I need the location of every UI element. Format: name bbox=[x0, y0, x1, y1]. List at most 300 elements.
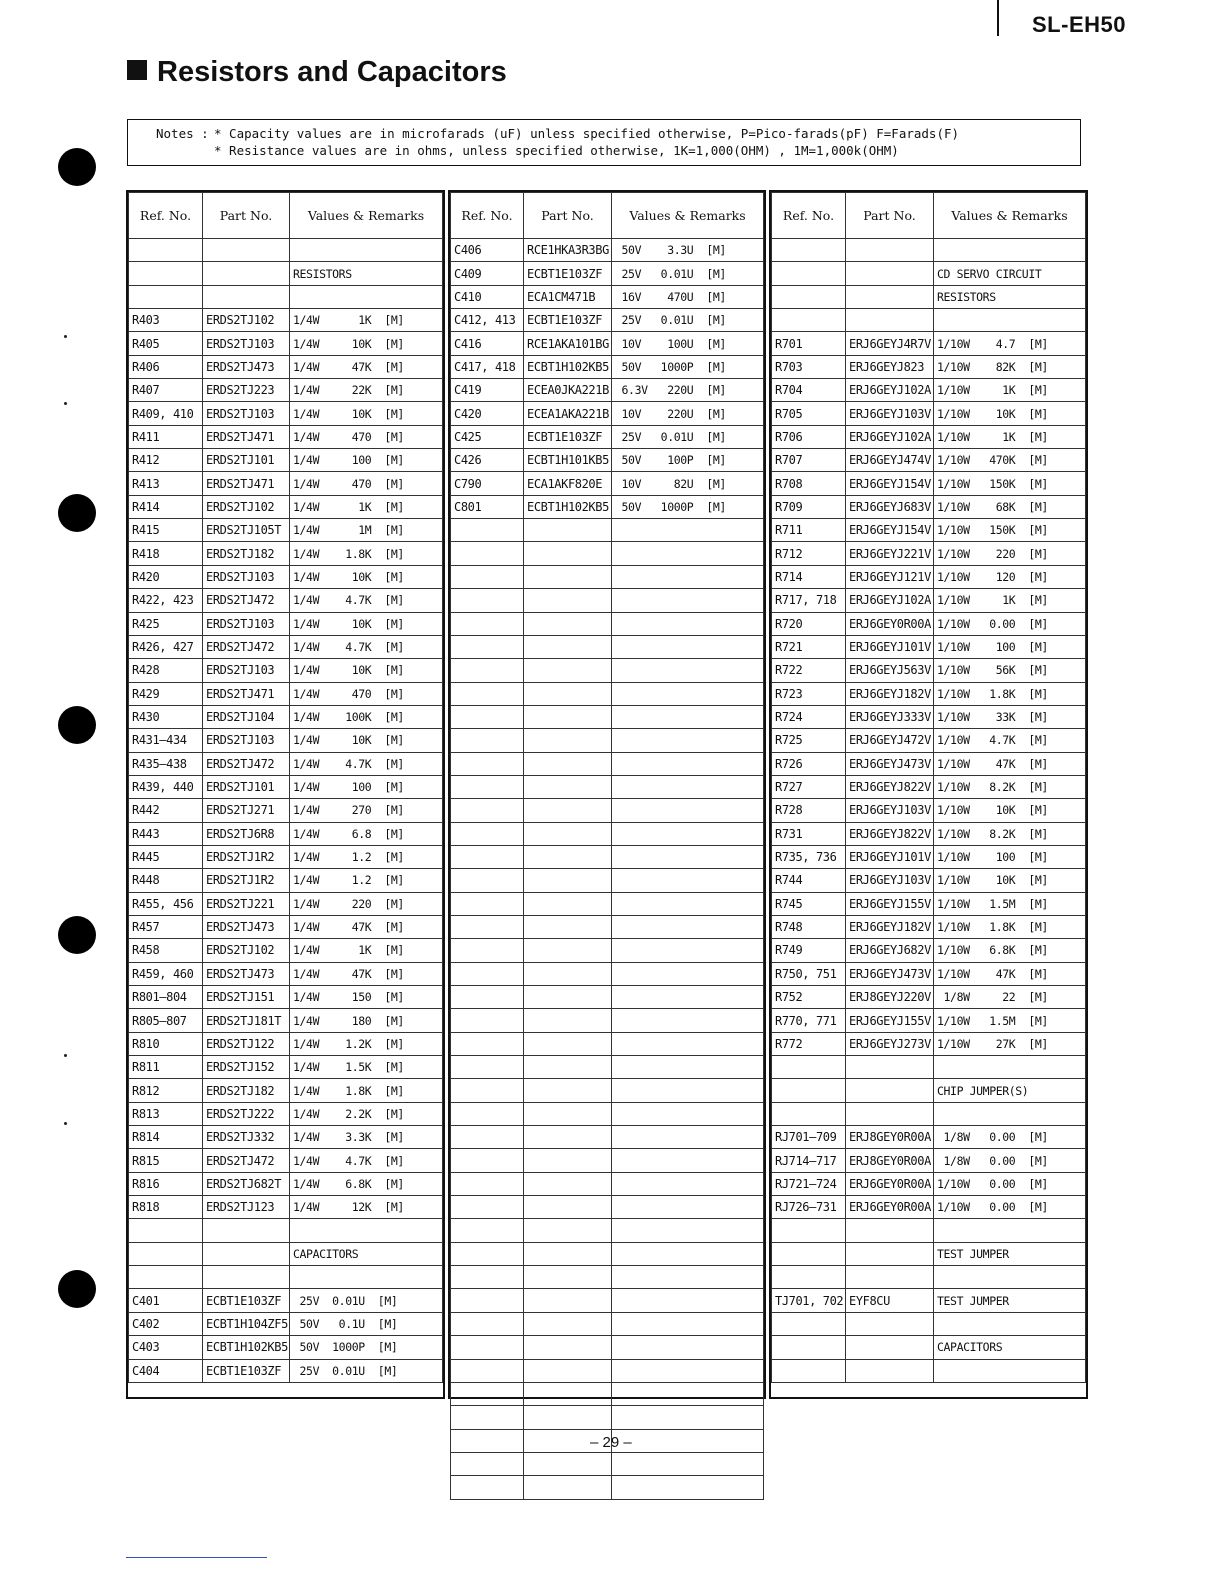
table-row bbox=[772, 962, 1086, 985]
ref-no-cell bbox=[451, 729, 524, 752]
table-row bbox=[129, 239, 443, 262]
table-row bbox=[129, 285, 443, 308]
table-row bbox=[772, 519, 1086, 542]
values-cell: 25V 0.01U [M] bbox=[290, 1289, 443, 1312]
values-cell: 1/4W 10K [M] bbox=[290, 332, 443, 355]
ref-no-cell bbox=[451, 1266, 524, 1289]
part-no-cell bbox=[524, 775, 612, 798]
table-row bbox=[772, 915, 1086, 938]
table-row bbox=[451, 1079, 764, 1102]
ref-no-cell bbox=[772, 262, 846, 285]
page-number: – 29 – bbox=[590, 1434, 632, 1451]
part-no-cell bbox=[846, 1242, 934, 1265]
part-no-cell bbox=[524, 659, 612, 682]
ref-no-cell bbox=[451, 682, 524, 705]
table-row bbox=[451, 402, 764, 425]
ref-no-cell bbox=[129, 285, 203, 308]
ref-no-cell bbox=[451, 1196, 524, 1219]
part-no-cell bbox=[524, 845, 612, 868]
part-no-cell bbox=[524, 1149, 612, 1172]
values-cell: TEST JUMPER bbox=[934, 1242, 1086, 1265]
ref-no-cell: R458 bbox=[129, 939, 203, 962]
ref-no-cell bbox=[451, 1219, 524, 1242]
footer-rule bbox=[126, 1557, 267, 1558]
part-no-cell bbox=[524, 519, 612, 542]
values-cell bbox=[612, 1149, 764, 1172]
table-row bbox=[129, 1032, 443, 1055]
table-row bbox=[451, 1359, 764, 1382]
values-cell bbox=[612, 1126, 764, 1149]
part-no-cell: ECBT1E103ZF bbox=[524, 425, 612, 448]
values-cell: 50V 100P [M] bbox=[612, 449, 764, 472]
values-cell bbox=[612, 962, 764, 985]
part-no-cell: ERJ6GEYJ221V bbox=[846, 542, 934, 565]
table-row bbox=[129, 355, 443, 378]
part-no-cell: ERJ6GEYJ101V bbox=[846, 635, 934, 658]
table-row bbox=[451, 1476, 764, 1499]
table-row bbox=[129, 1266, 443, 1289]
part-no-cell bbox=[524, 915, 612, 938]
table-row bbox=[451, 822, 764, 845]
ref-no-cell bbox=[451, 1382, 524, 1405]
notes-line-1: * Capacity values are in microfarads (uF) unless specified otherwise, P=Pico-farads(pF) F=Farads(F) bbox=[214, 126, 960, 141]
ref-no-cell: C401 bbox=[129, 1289, 203, 1312]
table-row bbox=[772, 542, 1086, 565]
table-row bbox=[451, 939, 764, 962]
binder-hole-icon bbox=[58, 706, 96, 744]
table-row bbox=[129, 1009, 443, 1032]
values-cell: 1/10W 68K [M] bbox=[934, 495, 1086, 518]
table-row bbox=[451, 1056, 764, 1079]
table-row bbox=[772, 682, 1086, 705]
table-row bbox=[772, 1126, 1086, 1149]
table-row bbox=[451, 1032, 764, 1055]
part-no-cell: ERDS2TJ473 bbox=[203, 915, 290, 938]
ref-no-cell bbox=[451, 1102, 524, 1125]
values-cell bbox=[612, 1056, 764, 1079]
table-row bbox=[772, 1196, 1086, 1219]
values-cell: 1/4W 1.2K [M] bbox=[290, 1032, 443, 1055]
part-no-cell: ERDS2TJ223 bbox=[203, 379, 290, 402]
table-row bbox=[129, 822, 443, 845]
table-row bbox=[772, 1289, 1086, 1312]
values-cell: 1/4W 10K [M] bbox=[290, 729, 443, 752]
part-no-cell: ERDS2TJ182 bbox=[203, 1079, 290, 1102]
part-no-cell: ERDS2TJ152 bbox=[203, 1056, 290, 1079]
binder-hole-icon bbox=[58, 1270, 96, 1308]
ref-no-cell bbox=[129, 1242, 203, 1265]
speck-mark bbox=[64, 402, 67, 405]
ref-no-cell bbox=[451, 822, 524, 845]
values-cell: 6.3V 220U [M] bbox=[612, 379, 764, 402]
ref-no-cell: R443 bbox=[129, 822, 203, 845]
values-cell bbox=[612, 1196, 764, 1219]
values-cell bbox=[612, 1289, 764, 1312]
part-no-cell: ERJ6GEYJ563V bbox=[846, 659, 934, 682]
values-cell: 1/4W 3.3K [M] bbox=[290, 1126, 443, 1149]
values-cell bbox=[934, 1312, 1086, 1335]
ref-no-cell: R405 bbox=[129, 332, 203, 355]
values-cell bbox=[612, 1032, 764, 1055]
part-no-cell bbox=[524, 1009, 612, 1032]
values-cell bbox=[612, 659, 764, 682]
table-row bbox=[451, 519, 764, 542]
values-cell: 1/4W 4.7K [M] bbox=[290, 1149, 443, 1172]
part-no-cell bbox=[524, 542, 612, 565]
table-row bbox=[772, 799, 1086, 822]
values-cell: 1/10W 56K [M] bbox=[934, 659, 1086, 682]
part-no-cell bbox=[846, 1102, 934, 1125]
part-no-cell bbox=[524, 1126, 612, 1149]
ref-no-cell: TJ701, 702 bbox=[772, 1289, 846, 1312]
values-cell: 1/4W 100 [M] bbox=[290, 775, 443, 798]
ref-no-cell: C402 bbox=[129, 1312, 203, 1335]
table-row bbox=[451, 962, 764, 985]
ref-no-cell bbox=[451, 565, 524, 588]
table-row bbox=[451, 729, 764, 752]
values-cell: 50V 1000P [M] bbox=[612, 355, 764, 378]
column-header-part-no: Part No. bbox=[524, 193, 612, 239]
ref-no-cell: RJ714–717 bbox=[772, 1149, 846, 1172]
ref-no-cell: R814 bbox=[129, 1126, 203, 1149]
table-row bbox=[772, 1172, 1086, 1195]
values-cell bbox=[612, 542, 764, 565]
values-cell: 25V 0.01U [M] bbox=[612, 425, 764, 448]
table-row bbox=[772, 1102, 1086, 1125]
table-row bbox=[451, 705, 764, 728]
values-cell: CAPACITORS bbox=[290, 1242, 443, 1265]
ref-no-cell bbox=[772, 1102, 846, 1125]
part-no-cell: ERJ6GEYJ103V bbox=[846, 799, 934, 822]
table-row bbox=[772, 239, 1086, 262]
table-row bbox=[451, 1452, 764, 1475]
values-cell: 50V 1000P [M] bbox=[612, 495, 764, 518]
ref-no-cell bbox=[772, 1359, 846, 1382]
ref-no-cell: R439, 440 bbox=[129, 775, 203, 798]
part-no-cell: ERJ6GEYJ102A bbox=[846, 379, 934, 402]
table-row bbox=[129, 1056, 443, 1079]
table-row bbox=[129, 1242, 443, 1265]
values-cell: 1/4W 470 [M] bbox=[290, 472, 443, 495]
table-row bbox=[772, 1149, 1086, 1172]
ref-no-cell bbox=[451, 612, 524, 635]
part-no-cell bbox=[524, 1382, 612, 1405]
table-row bbox=[772, 1336, 1086, 1359]
part-no-cell: ERJ6GEYJ474V bbox=[846, 449, 934, 472]
part-no-cell: ERJ6GEY0R00A bbox=[846, 1196, 934, 1219]
part-no-cell: ECA1AKF820E bbox=[524, 472, 612, 495]
part-no-cell bbox=[846, 1056, 934, 1079]
table-row bbox=[451, 1312, 764, 1335]
ref-no-cell: R414 bbox=[129, 495, 203, 518]
part-no-cell: ERDS2TJ471 bbox=[203, 425, 290, 448]
part-no-cell: ERDS2TJ1R2 bbox=[203, 869, 290, 892]
ref-no-cell bbox=[451, 869, 524, 892]
values-cell: 1/10W 47K [M] bbox=[934, 962, 1086, 985]
ref-no-cell: R442 bbox=[129, 799, 203, 822]
ref-no-cell: R409, 410 bbox=[129, 402, 203, 425]
ref-no-cell: R420 bbox=[129, 565, 203, 588]
values-cell: 1/4W 2.2K [M] bbox=[290, 1102, 443, 1125]
ref-no-cell bbox=[451, 589, 524, 612]
part-no-cell bbox=[524, 1079, 612, 1102]
values-cell: 1/4W 4.7K [M] bbox=[290, 635, 443, 658]
ref-no-cell bbox=[451, 892, 524, 915]
table-row bbox=[451, 565, 764, 588]
ref-no-cell: R407 bbox=[129, 379, 203, 402]
values-cell bbox=[612, 1429, 764, 1452]
ref-no-cell: R412 bbox=[129, 449, 203, 472]
table-row bbox=[451, 869, 764, 892]
ref-no-cell bbox=[129, 1266, 203, 1289]
part-no-cell bbox=[524, 612, 612, 635]
ref-no-cell: R813 bbox=[129, 1102, 203, 1125]
values-cell: 1/10W 27K [M] bbox=[934, 1032, 1086, 1055]
ref-no-cell: R744 bbox=[772, 869, 846, 892]
page-title-text: Resistors and Capacitors bbox=[157, 56, 507, 88]
table-row bbox=[772, 1359, 1086, 1382]
ref-no-cell bbox=[451, 1429, 524, 1452]
part-no-cell: ERDS2TJ122 bbox=[203, 1032, 290, 1055]
table-row bbox=[451, 1196, 764, 1219]
values-cell: 10V 220U [M] bbox=[612, 402, 764, 425]
ref-no-cell bbox=[451, 986, 524, 1009]
part-no-cell: ERJ6GEYJ273V bbox=[846, 1032, 934, 1055]
model-number: SL-EH50 bbox=[1032, 12, 1126, 37]
values-cell: 1/10W 1.5M [M] bbox=[934, 892, 1086, 915]
ref-no-cell: R704 bbox=[772, 379, 846, 402]
table-row bbox=[129, 939, 443, 962]
part-no-cell bbox=[524, 589, 612, 612]
part-no-cell bbox=[524, 962, 612, 985]
ref-no-cell: R731 bbox=[772, 822, 846, 845]
part-no-cell bbox=[846, 1359, 934, 1382]
part-no-cell: ERDS2TJ101 bbox=[203, 449, 290, 472]
table-row bbox=[129, 659, 443, 682]
part-no-cell bbox=[846, 285, 934, 308]
table-row bbox=[772, 752, 1086, 775]
ref-no-cell: R705 bbox=[772, 402, 846, 425]
values-cell: 50V 0.1U [M] bbox=[290, 1312, 443, 1335]
ref-no-cell bbox=[451, 1172, 524, 1195]
part-no-cell bbox=[524, 1476, 612, 1499]
ref-no-cell: C412, 413 bbox=[451, 309, 524, 332]
ref-no-cell bbox=[772, 285, 846, 308]
ref-no-cell bbox=[451, 1476, 524, 1499]
ref-no-cell: R717, 718 bbox=[772, 589, 846, 612]
values-cell: 1/4W 220 [M] bbox=[290, 892, 443, 915]
ref-no-cell bbox=[772, 1336, 846, 1359]
table-row bbox=[451, 355, 764, 378]
values-cell bbox=[612, 635, 764, 658]
table-row bbox=[772, 845, 1086, 868]
part-no-cell bbox=[524, 1219, 612, 1242]
ref-no-cell: R725 bbox=[772, 729, 846, 752]
part-no-cell bbox=[846, 309, 934, 332]
ref-no-cell: R749 bbox=[772, 939, 846, 962]
table-row bbox=[772, 705, 1086, 728]
values-cell bbox=[612, 1242, 764, 1265]
table-row bbox=[129, 449, 443, 472]
ref-no-cell: R445 bbox=[129, 845, 203, 868]
table-row bbox=[129, 1079, 443, 1102]
part-no-cell: ERDS2TJ473 bbox=[203, 962, 290, 985]
ref-no-cell bbox=[451, 1406, 524, 1429]
column-header-ref-no: Ref. No. bbox=[772, 193, 846, 239]
ref-no-cell: R428 bbox=[129, 659, 203, 682]
table-row bbox=[772, 1312, 1086, 1335]
values-cell: 1/10W 0.00 [M] bbox=[934, 1196, 1086, 1219]
part-no-cell: ERDS2TJ271 bbox=[203, 799, 290, 822]
ref-no-cell bbox=[772, 1312, 846, 1335]
ref-no-cell: C801 bbox=[451, 495, 524, 518]
table-row bbox=[772, 822, 1086, 845]
table-row bbox=[129, 612, 443, 635]
table-row bbox=[451, 635, 764, 658]
ref-no-cell bbox=[451, 1126, 524, 1149]
part-no-cell: ERDS2TJ472 bbox=[203, 589, 290, 612]
ref-no-cell bbox=[451, 542, 524, 565]
values-cell: 1/10W 220 [M] bbox=[934, 542, 1086, 565]
speck-mark bbox=[64, 335, 67, 338]
table-row bbox=[451, 542, 764, 565]
ref-no-cell: R810 bbox=[129, 1032, 203, 1055]
ref-no-cell: R422, 423 bbox=[129, 589, 203, 612]
part-no-cell: ERJ6GEYJ682V bbox=[846, 939, 934, 962]
values-cell bbox=[612, 1359, 764, 1382]
values-cell: 16V 470U [M] bbox=[612, 285, 764, 308]
table-row bbox=[129, 1196, 443, 1219]
table-row bbox=[129, 1126, 443, 1149]
ref-no-cell bbox=[772, 309, 846, 332]
ref-no-cell bbox=[772, 1056, 846, 1079]
values-cell bbox=[612, 1172, 764, 1195]
ref-no-cell: C409 bbox=[451, 262, 524, 285]
values-cell bbox=[612, 1266, 764, 1289]
ref-no-cell: R745 bbox=[772, 892, 846, 915]
part-no-cell: ERJ6GEYJ121V bbox=[846, 565, 934, 588]
values-cell: 1/4W 270 [M] bbox=[290, 799, 443, 822]
ref-no-cell: R712 bbox=[772, 542, 846, 565]
values-cell: 1/4W 47K [M] bbox=[290, 962, 443, 985]
values-cell: RESISTORS bbox=[290, 262, 443, 285]
part-no-cell bbox=[524, 892, 612, 915]
table-row bbox=[129, 262, 443, 285]
part-no-cell: ERDS2TJ6R8 bbox=[203, 822, 290, 845]
values-cell: 1/10W 82K [M] bbox=[934, 355, 1086, 378]
ref-no-cell: R772 bbox=[772, 1032, 846, 1055]
values-cell: 1/10W 0.00 [M] bbox=[934, 612, 1086, 635]
table-row bbox=[451, 1382, 764, 1405]
values-cell: 1/10W 10K [M] bbox=[934, 799, 1086, 822]
table-header-row bbox=[129, 193, 443, 239]
values-cell: 1/10W 8.2K [M] bbox=[934, 775, 1086, 798]
part-no-cell: ECBT1E103ZF bbox=[203, 1359, 290, 1382]
values-cell bbox=[612, 799, 764, 822]
ref-no-cell: R735, 736 bbox=[772, 845, 846, 868]
ref-no-cell: R708 bbox=[772, 472, 846, 495]
table-row bbox=[451, 799, 764, 822]
ref-no-cell: R818 bbox=[129, 1196, 203, 1219]
table-header-row bbox=[772, 193, 1086, 239]
table-row bbox=[451, 1149, 764, 1172]
ref-no-cell bbox=[451, 1336, 524, 1359]
ref-no-cell: R435–438 bbox=[129, 752, 203, 775]
part-no-cell: RCE1HKA3R3BG bbox=[524, 239, 612, 262]
column-header-ref-no: Ref. No. bbox=[451, 193, 524, 239]
table-row bbox=[772, 332, 1086, 355]
ref-no-cell bbox=[451, 799, 524, 822]
values-cell: 25V 0.01U [M] bbox=[290, 1359, 443, 1382]
values-cell: 1/8W 22 [M] bbox=[934, 986, 1086, 1009]
part-no-cell: ERDS2TJ101 bbox=[203, 775, 290, 798]
table-row bbox=[451, 845, 764, 868]
table-row bbox=[129, 635, 443, 658]
values-cell bbox=[612, 1336, 764, 1359]
parts-table-2 bbox=[448, 190, 766, 1399]
table-row bbox=[129, 309, 443, 332]
part-no-cell: ECEA0JKA221B bbox=[524, 379, 612, 402]
part-no-cell: ERJ6GEYJ473V bbox=[846, 752, 934, 775]
values-cell bbox=[612, 939, 764, 962]
table-row bbox=[772, 659, 1086, 682]
table-row bbox=[451, 986, 764, 1009]
ref-no-cell bbox=[451, 1359, 524, 1382]
values-cell: 1/4W 180 [M] bbox=[290, 1009, 443, 1032]
table-row bbox=[772, 1009, 1086, 1032]
values-cell bbox=[290, 1219, 443, 1242]
table-row bbox=[772, 986, 1086, 1009]
part-no-cell bbox=[524, 1266, 612, 1289]
ref-no-cell: C790 bbox=[451, 472, 524, 495]
table-row bbox=[772, 1032, 1086, 1055]
part-no-cell: ERJ6GEYJ472V bbox=[846, 729, 934, 752]
values-cell: 1/4W 100 [M] bbox=[290, 449, 443, 472]
ref-no-cell bbox=[772, 239, 846, 262]
values-cell: 1/4W 1.2 [M] bbox=[290, 845, 443, 868]
column-header-values-remarks: Values & Remarks bbox=[290, 193, 443, 239]
part-no-cell: ERDS2TJ471 bbox=[203, 682, 290, 705]
ref-no-cell: R701 bbox=[772, 332, 846, 355]
ref-no-cell: RJ721–724 bbox=[772, 1172, 846, 1195]
table-row bbox=[772, 355, 1086, 378]
values-cell: 1/10W 1.8K [M] bbox=[934, 915, 1086, 938]
table-row bbox=[129, 986, 443, 1009]
ref-no-cell: C426 bbox=[451, 449, 524, 472]
table-row bbox=[451, 892, 764, 915]
ref-no-cell bbox=[451, 1149, 524, 1172]
values-cell: 1/10W 1.8K [M] bbox=[934, 682, 1086, 705]
part-no-cell: ERDS2TJ104 bbox=[203, 705, 290, 728]
ref-no-cell: R455, 456 bbox=[129, 892, 203, 915]
part-no-cell: ERJ6GEYJ103V bbox=[846, 402, 934, 425]
values-cell: 1/10W 8.2K [M] bbox=[934, 822, 1086, 845]
table-row bbox=[772, 565, 1086, 588]
ref-no-cell: R752 bbox=[772, 986, 846, 1009]
part-no-cell: ECBT1H101KB5 bbox=[524, 449, 612, 472]
part-no-cell bbox=[524, 752, 612, 775]
ref-no-cell: C417, 418 bbox=[451, 355, 524, 378]
part-no-cell bbox=[203, 262, 290, 285]
table-row bbox=[129, 1359, 443, 1382]
table-row bbox=[129, 402, 443, 425]
values-cell bbox=[612, 845, 764, 868]
ref-no-cell bbox=[451, 962, 524, 985]
part-no-cell: ERJ6GEYJ101V bbox=[846, 845, 934, 868]
ref-no-cell: R812 bbox=[129, 1079, 203, 1102]
table-row bbox=[129, 1219, 443, 1242]
values-cell: 1/4W 1.8K [M] bbox=[290, 1079, 443, 1102]
